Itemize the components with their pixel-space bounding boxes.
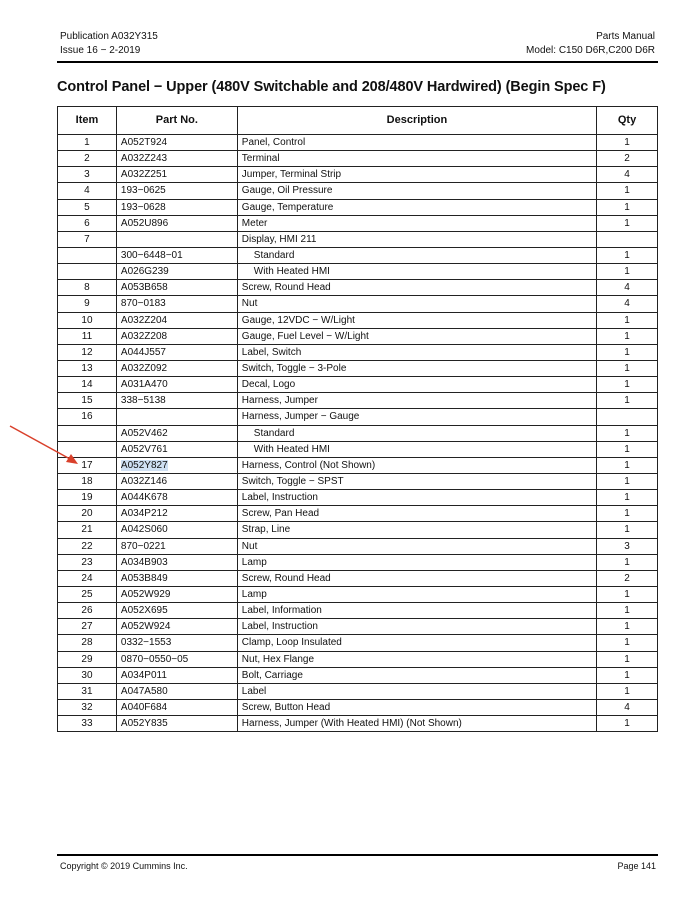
description-cell: Lamp	[237, 554, 596, 570]
item-cell: 18	[58, 473, 117, 489]
description-cell: Label	[237, 683, 596, 699]
description-cell: Nut	[237, 538, 596, 554]
quantity-cell: 1	[597, 344, 658, 360]
column-header-part-no: Part No.	[116, 107, 237, 135]
item-cell: 15	[58, 393, 117, 409]
quantity-cell: 1	[597, 506, 658, 522]
description-cell: Switch, Toggle − SPST	[237, 473, 596, 489]
item-cell: 19	[58, 490, 117, 506]
part-number-cell: 193−0625	[116, 183, 237, 199]
part-number-cell: A044J557	[116, 344, 237, 360]
quantity-cell: 1	[597, 619, 658, 635]
description-cell: Terminal	[237, 151, 596, 167]
quantity-cell: 1	[597, 667, 658, 683]
item-cell: 32	[58, 699, 117, 715]
copyright: Copyright © 2019 Cummins Inc.	[60, 861, 188, 871]
item-cell: 28	[58, 635, 117, 651]
part-number-cell: A052W929	[116, 586, 237, 602]
description-cell: Screw, Round Head	[237, 280, 596, 296]
item-cell: 6	[58, 215, 117, 231]
quantity-cell: 1	[597, 490, 658, 506]
quantity-cell: 1	[597, 360, 658, 376]
description-cell: Panel, Control	[237, 135, 596, 151]
quantity-cell: 1	[597, 683, 658, 699]
item-cell: 20	[58, 506, 117, 522]
part-number-cell: A053B658	[116, 280, 237, 296]
quantity-cell: 1	[597, 247, 658, 263]
column-header-qty: Qty	[597, 107, 658, 135]
item-cell: 9	[58, 296, 117, 312]
part-number-cell: A032Z146	[116, 473, 237, 489]
quantity-cell: 1	[597, 635, 658, 651]
item-cell: 1	[58, 135, 117, 151]
item-cell: 16	[58, 409, 117, 425]
description-cell: Label, Information	[237, 603, 596, 619]
part-number-cell: A032Z243	[116, 151, 237, 167]
description-cell: Standard	[237, 247, 596, 263]
description-cell: Strap, Line	[237, 522, 596, 538]
quantity-cell: 1	[597, 522, 658, 538]
part-number-cell: A026G239	[116, 264, 237, 280]
item-cell: 22	[58, 538, 117, 554]
quantity-cell: 1	[597, 393, 658, 409]
quantity-cell: 1	[597, 586, 658, 602]
description-cell: Nut	[237, 296, 596, 312]
part-number-cell: A032Z251	[116, 167, 237, 183]
model-info: Model: C150 D6R,C200 D6R	[526, 45, 655, 56]
part-number-cell: 338−5138	[116, 393, 237, 409]
description-cell: Gauge, Oil Pressure	[237, 183, 596, 199]
description-cell: With Heated HMI	[237, 441, 596, 457]
part-number-cell: A032Z092	[116, 360, 237, 376]
quantity-cell: 1	[597, 135, 658, 151]
quantity-cell: 1	[597, 425, 658, 441]
quantity-cell: 4	[597, 296, 658, 312]
quantity-cell: 4	[597, 699, 658, 715]
description-cell: Display, HMI 211	[237, 231, 596, 247]
part-number-cell: A047A580	[116, 683, 237, 699]
part-number-cell: A032Z208	[116, 328, 237, 344]
quantity-cell: 1	[597, 199, 658, 215]
item-cell: 12	[58, 344, 117, 360]
publication-number: Publication A032Y315	[60, 31, 158, 42]
highlighted-part-number: A052Y827	[120, 459, 168, 471]
part-number-cell: A031A470	[116, 377, 237, 393]
quantity-cell: 1	[597, 651, 658, 667]
part-number-cell: A042S060	[116, 522, 237, 538]
quantity-cell: 1	[597, 441, 658, 457]
part-number-cell: A034P011	[116, 667, 237, 683]
footer-rule	[57, 854, 658, 856]
item-cell: 11	[58, 328, 117, 344]
part-number-cell: A052W924	[116, 619, 237, 635]
description-cell: Harness, Control (Not Shown)	[237, 457, 596, 473]
issue-date: Issue 16 − 2-2019	[60, 45, 141, 56]
description-cell: Gauge, 12VDC − W/Light	[237, 312, 596, 328]
page-number: Page 141	[617, 861, 656, 871]
part-number-cell: 870−0221	[116, 538, 237, 554]
item-cell: 14	[58, 377, 117, 393]
item-cell: 8	[58, 280, 117, 296]
quantity-cell: 1	[597, 603, 658, 619]
quantity-cell: 2	[597, 151, 658, 167]
part-number-cell: A052V761	[116, 441, 237, 457]
item-cell: 4	[58, 183, 117, 199]
description-cell: Meter	[237, 215, 596, 231]
part-number-cell: A053B849	[116, 570, 237, 586]
item-cell: 7	[58, 231, 117, 247]
part-number-cell: A044K678	[116, 490, 237, 506]
column-header-description: Description	[237, 107, 596, 135]
quantity-cell: 4	[597, 280, 658, 296]
item-cell: 25	[58, 586, 117, 602]
description-cell: Jumper, Terminal Strip	[237, 167, 596, 183]
page-title: Control Panel − Upper (480V Switchable and 208/480V Hardwired) (Begin Spec F)	[57, 79, 606, 95]
part-number-cell: A052X695	[116, 603, 237, 619]
description-cell: Label, Switch	[237, 344, 596, 360]
part-number-cell: 300−6448−01	[116, 247, 237, 263]
quantity-cell: 1	[597, 215, 658, 231]
quantity-cell: 1	[597, 183, 658, 199]
item-cell: 30	[58, 667, 117, 683]
item-cell: 10	[58, 312, 117, 328]
part-number-cell: A052V462	[116, 425, 237, 441]
description-cell: Standard	[237, 425, 596, 441]
item-cell: 21	[58, 522, 117, 538]
quantity-cell: 2	[597, 570, 658, 586]
description-cell: Screw, Button Head	[237, 699, 596, 715]
part-number-cell: 0870−0550−05	[116, 651, 237, 667]
item-cell: 23	[58, 554, 117, 570]
quantity-cell: 1	[597, 716, 658, 732]
item-cell: 31	[58, 683, 117, 699]
quantity-cell: 1	[597, 312, 658, 328]
part-number-cell: A052T924	[116, 135, 237, 151]
description-cell: With Heated HMI	[237, 264, 596, 280]
description-cell: Decal, Logo	[237, 377, 596, 393]
description-cell: Switch, Toggle − 3-Pole	[237, 360, 596, 376]
item-cell: 5	[58, 199, 117, 215]
part-number-cell: A052U896	[116, 215, 237, 231]
part-number-cell: A034B903	[116, 554, 237, 570]
quantity-cell: 1	[597, 554, 658, 570]
item-cell: 29	[58, 651, 117, 667]
description-cell: Clamp, Loop Insulated	[237, 635, 596, 651]
description-cell: Gauge, Temperature	[237, 199, 596, 215]
description-cell: Harness, Jumper	[237, 393, 596, 409]
quantity-cell: 1	[597, 264, 658, 280]
part-number-cell: 0332−1553	[116, 635, 237, 651]
item-cell: 27	[58, 619, 117, 635]
part-number-cell: 870−0183	[116, 296, 237, 312]
item-cell: 2	[58, 151, 117, 167]
manual-type: Parts Manual	[596, 31, 655, 42]
description-cell: Harness, Jumper − Gauge	[237, 409, 596, 425]
quantity-cell: 4	[597, 167, 658, 183]
description-cell: Gauge, Fuel Level − W/Light	[237, 328, 596, 344]
part-number-cell: 193−0628	[116, 199, 237, 215]
column-header-item: Item	[58, 107, 117, 135]
part-number-cell: A040F684	[116, 699, 237, 715]
description-cell: Harness, Jumper (With Heated HMI) (Not Shown)	[237, 716, 596, 732]
part-number-cell: A032Z204	[116, 312, 237, 328]
description-cell: Label, Instruction	[237, 619, 596, 635]
item-cell: 33	[58, 716, 117, 732]
item-cell: 3	[58, 167, 117, 183]
item-cell: 24	[58, 570, 117, 586]
quantity-cell: 1	[597, 457, 658, 473]
description-cell: Bolt, Carriage	[237, 667, 596, 683]
description-cell: Nut, Hex Flange	[237, 651, 596, 667]
description-cell: Lamp	[237, 586, 596, 602]
item-cell: 26	[58, 603, 117, 619]
part-number-cell: A034P212	[116, 506, 237, 522]
description-cell: Label, Instruction	[237, 490, 596, 506]
quantity-cell: 3	[597, 538, 658, 554]
quantity-cell: 1	[597, 473, 658, 489]
item-cell: 13	[58, 360, 117, 376]
part-number-cell: A052Y835	[116, 716, 237, 732]
item-cell: 17	[58, 457, 117, 473]
description-cell: Screw, Pan Head	[237, 506, 596, 522]
quantity-cell: 1	[597, 377, 658, 393]
description-cell: Screw, Round Head	[237, 570, 596, 586]
quantity-cell: 1	[597, 328, 658, 344]
